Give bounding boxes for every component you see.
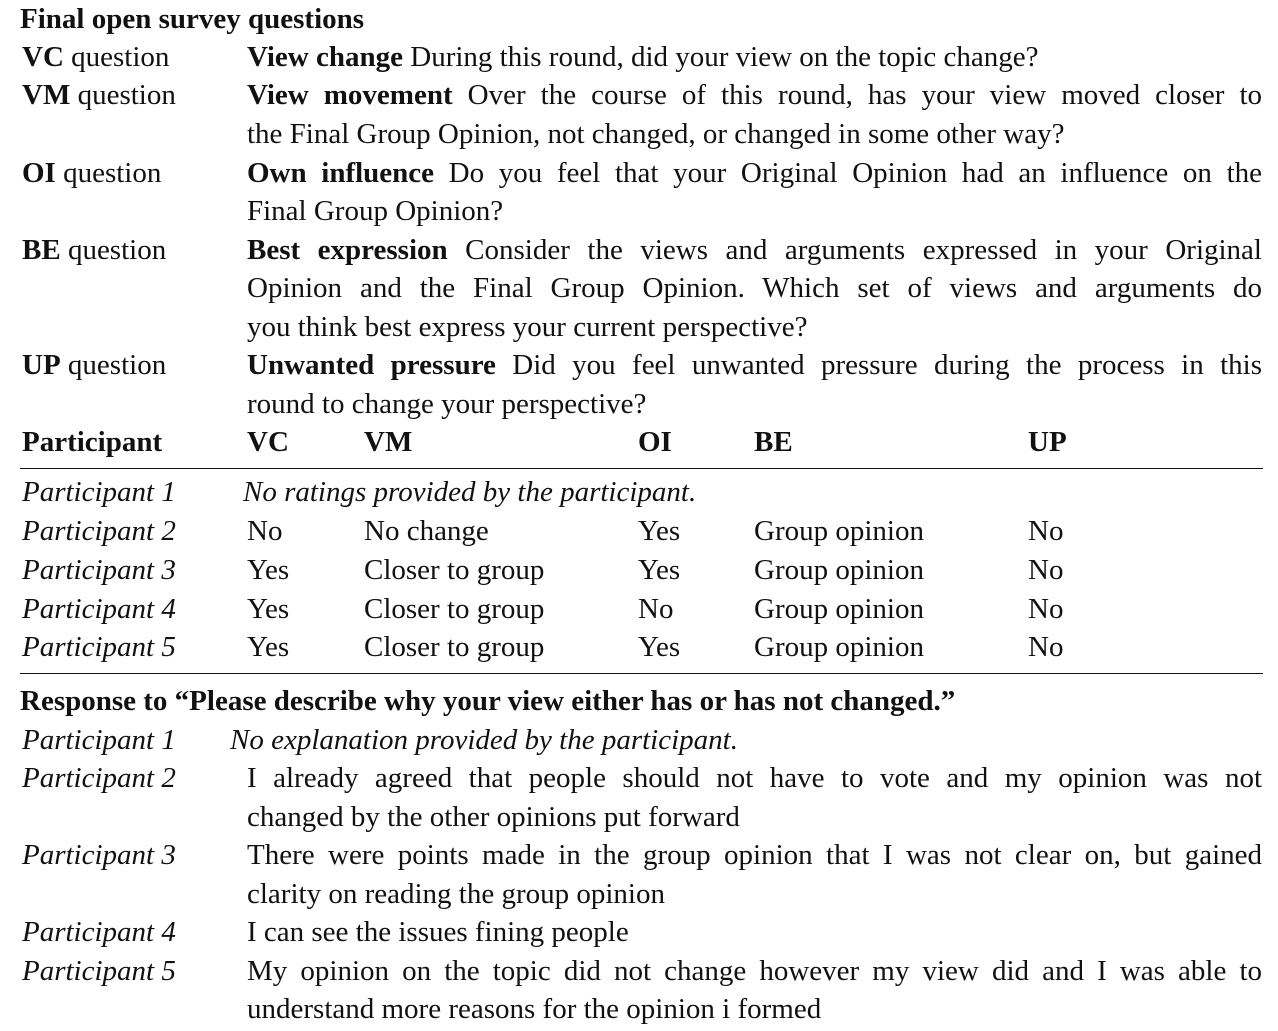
be-line-1: Consider the views and arguments expressed in your Original [447,234,1262,266]
response-participant: Participant 4 [22,916,176,948]
vm-title: View movement [247,79,453,111]
row-vm: Closer to group [364,593,545,625]
up-question-text-1 [247,346,1262,384]
be-question-text-2: Opinion and the Final Group Opinion. Which set of views and arguments do [247,272,1262,304]
header-up: UP [1028,426,1067,458]
be-suffix: question [60,234,167,266]
up-question-label [22,346,166,384]
row-participant: Participant 5 [22,631,176,663]
row-participant: Participant 4 [22,593,176,625]
response-line: clarity on reading the group opinion [247,878,665,910]
row-up: No [1028,593,1064,625]
row-participant: Participant 3 [22,554,176,586]
response-line: I can see the issues fining people [247,916,629,948]
row-oi: Yes [638,515,681,547]
row-vm: Closer to group [364,631,545,663]
vm-suffix: question [70,79,176,111]
response-line: My opinion on the topic did not change however my view did and I was able to [247,955,1262,987]
row-participant: Participant 2 [22,515,176,547]
response-line: There were points made in the group opinion that I was not clear on, but gained [247,839,1262,871]
oi-code: OI [22,157,56,189]
vc-code: VC [22,41,64,73]
row-up: No [1028,631,1064,663]
be-title: Best expression [247,234,448,266]
response-note: No explanation provided by the participant. [230,724,738,756]
oi-question-text-1 [247,154,1262,192]
row-vc: Yes [247,554,290,586]
row-be: Group opinion [754,593,924,625]
vm-question-text-2: the Final Group Opinion, not changed, or changed in some other way? [247,118,1065,150]
up-code: UP [22,349,61,381]
row-be: Group opinion [754,515,924,547]
row-oi: No [638,593,674,625]
row-note: No ratings provided by the participant. [243,476,697,508]
be-question-label [22,231,166,269]
row-oi: Yes [638,554,681,586]
oi-question-label [22,154,161,192]
be-question-text-1 [247,231,1262,269]
response-participant: Participant 5 [22,955,176,987]
up-question-text-2: round to change your perspective? [247,388,647,420]
header-vm: VM [364,426,413,458]
vm-question-text-1 [247,76,1262,114]
row-participant: Participant 1 [22,476,176,508]
be-question-text-3: you think best express your current perspective? [247,311,808,343]
up-line-1: Did you feel unwanted pressure during the process in this [495,349,1262,381]
row-vc: Yes [247,593,290,625]
header-vc: VC [247,426,289,458]
responses-heading: Response to “Please describe why your view either has or has not changed.” [20,685,956,717]
response-participant: Participant 1 [22,724,176,756]
up-suffix: question [60,349,167,381]
vc-title: View change [247,41,403,73]
header-oi: OI [638,426,672,458]
vm-code: VM [22,79,71,111]
row-be: Group opinion [754,631,924,663]
row-up: No [1028,515,1064,547]
response-line: I already agreed that people should not have to vote and my opinion was not [247,762,1262,794]
row-up: No [1028,554,1064,586]
row-oi: Yes [638,631,681,663]
oi-title: Own influence [247,157,435,189]
vc-question-label [22,38,169,76]
survey-heading: Final open survey questions [20,3,365,35]
row-be: Group opinion [754,554,924,586]
row-vm: No change [364,515,489,547]
oi-question-text-2: Final Group Opinion? [247,195,504,227]
vc-suffix: question [63,41,170,73]
row-vm: Closer to group [364,554,545,586]
response-participant: Participant 3 [22,839,176,871]
table-bottom-rule [20,673,1263,674]
header-be: BE [754,426,793,458]
row-vc: Yes [247,631,290,663]
header-participant: Participant [22,426,163,458]
response-line: understand more reasons for the opinion i formed [247,993,822,1025]
table-header-rule [20,468,1263,469]
response-participant: Participant 2 [22,762,176,794]
oi-line-1: Do you feel that your Original Opinion had an influence on the [434,157,1262,189]
vc-line-1: During this round, did your view on the topic change? [403,41,1039,73]
vc-question-text [247,38,1038,76]
be-code: BE [22,234,61,266]
row-vc: No [247,515,283,547]
vm-line-1: Over the course of this round, has your view moved closer to [452,79,1262,111]
oi-suffix: question [55,157,162,189]
up-title: Unwanted pressure [247,349,496,381]
response-line: changed by the other opinions put forward [247,801,740,833]
vm-question-label [22,76,176,114]
